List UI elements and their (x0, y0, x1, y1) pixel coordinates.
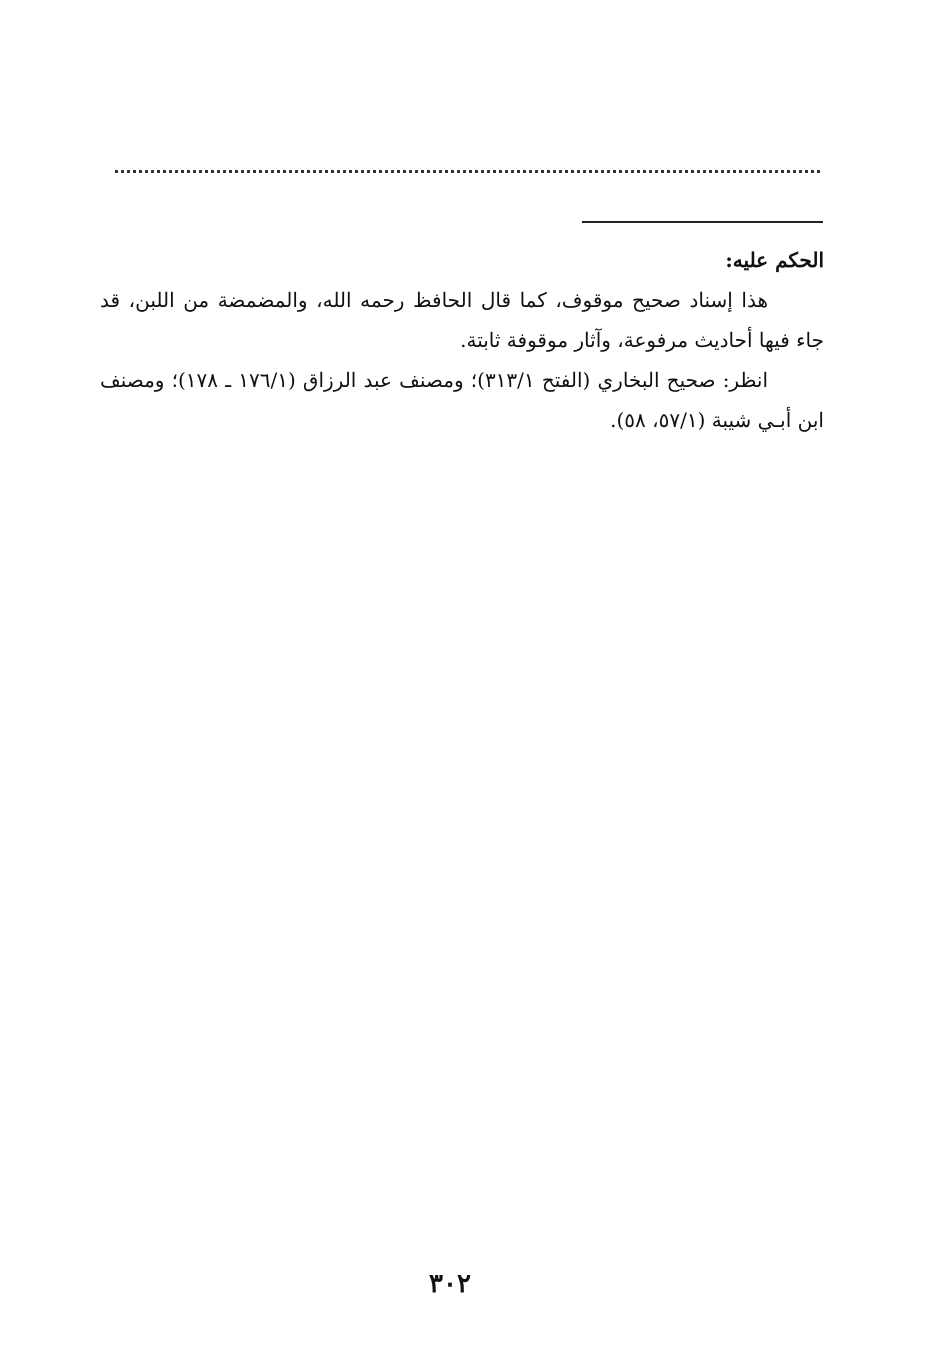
references-paragraph: انظر: صحيح البخاري (الفتح ٣١٣/١)؛ ومصنف عبد الرزاق (١٧٦/١ ـ ١٧٨)؛ ومصنف ابن أبـي شيبة (٥٧/١، ٥٨). (100, 368, 824, 432)
ruling-paragraph: هذا إسناد صحيح موقوف، كما قال الحافظ رحمه الله، والمضمضة من اللبن، قد جاء فيها أحاديث مرفوعة، وآثار موقوفة ثابتة. (100, 288, 824, 352)
page-number: ٣٠٢ (429, 1269, 471, 1299)
footnote-separator (582, 221, 823, 223)
dotted-separator (115, 170, 820, 173)
footnote-text-block (100, 240, 824, 440)
section-heading: الحكم عليه: (725, 248, 824, 272)
